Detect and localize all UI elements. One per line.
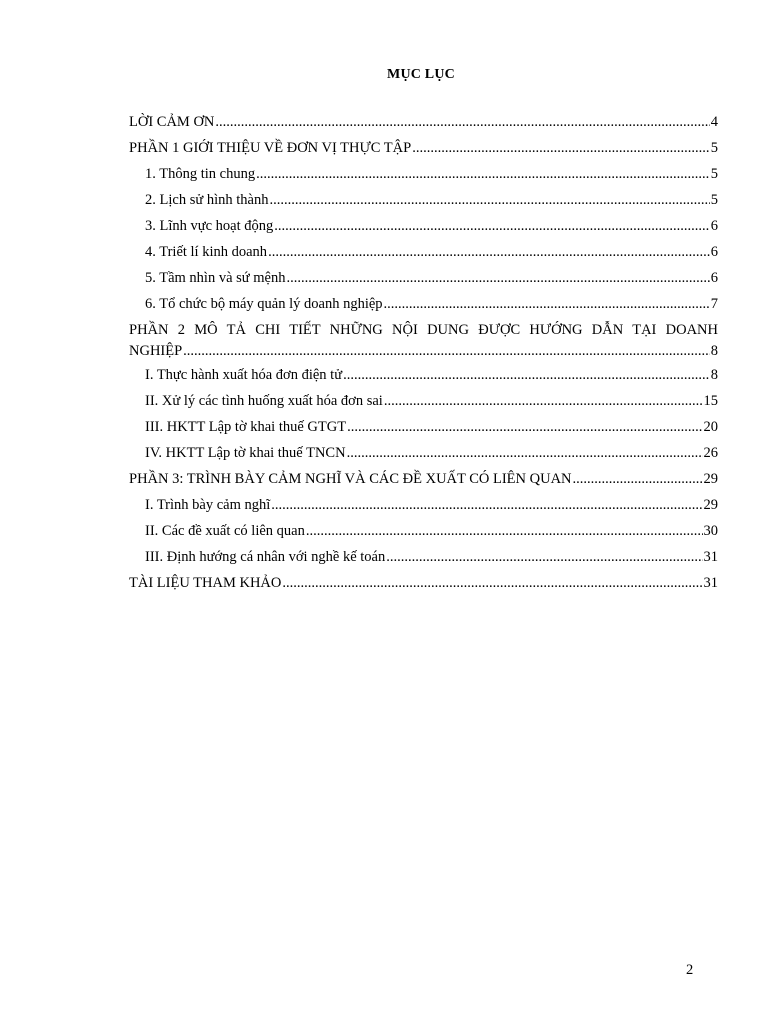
toc-leader-dots <box>384 391 703 411</box>
toc-entry-page: 5 <box>710 140 718 156</box>
toc-entry-page: 7 <box>710 296 718 312</box>
toc-entry-thong-tin-chung[interactable] <box>129 164 718 190</box>
toc-leader-dots <box>412 138 710 158</box>
toc-entry-to-chuc-bo-may[interactable] <box>129 294 718 320</box>
toc-entry-label: LỜI CẢM ƠN <box>129 114 215 130</box>
toc-entry-page: 6 <box>710 244 718 260</box>
toc-entry-lich-su-hinh-thanh[interactable] <box>129 190 718 216</box>
toc-leader-dots <box>183 341 710 362</box>
toc-entry-label: I. Thực hành xuất hóa đơn điện tử <box>145 367 343 383</box>
toc-entry-label: III. HKTT Lập tờ khai thuế GTGT <box>145 419 347 435</box>
toc-entry-label: III. Định hướng cá nhân với nghề kế toán <box>145 549 386 565</box>
toc-entry-dinh-huong[interactable] <box>129 547 718 573</box>
toc-leader-dots <box>215 112 709 132</box>
toc-entry-phan-1[interactable] <box>129 138 718 164</box>
toc-entry-phan-2[interactable] <box>129 320 718 362</box>
toc-entry-label: PHẦN 3: TRÌNH BÀY CẢM NGHĨ VÀ CÁC ĐỀ XUẤT CÓ LIÊN QUAN <box>129 471 572 487</box>
toc-entry-label: IV. HKTT Lập tờ khai thuế TNCN <box>145 445 346 461</box>
toc-entry-label-line2: NGHIỆP <box>129 343 183 359</box>
toc-leader-dots <box>268 242 710 262</box>
page-number: 2 <box>686 962 694 978</box>
toc-entry-page: 20 <box>703 419 718 435</box>
toc-entry-page: 6 <box>710 270 718 286</box>
toc-leader-dots <box>287 268 710 288</box>
toc-entry-thuc-hanh-hoa-don[interactable] <box>129 365 718 391</box>
toc-entry-label-line1: PHẦN 2 MÔ TẢ CHI TIẾT NHỮNG NỘI DUNG ĐƯỢC HƯỚNG DẪN TẠI DOANH <box>129 322 718 338</box>
toc-entry-triet-li-kinh-doanh[interactable] <box>129 242 718 268</box>
toc-entry-label: 5. Tầm nhìn và sứ mệnh <box>145 270 286 286</box>
toc-leader-dots <box>306 521 703 541</box>
toc-entry-label: 2. Lịch sử hình thành <box>145 192 269 208</box>
toc-entry-page: 29 <box>703 497 718 513</box>
toc-entry-cam-nghi[interactable] <box>129 495 718 521</box>
toc-entry-linh-vuc-hoat-dong[interactable] <box>129 216 718 242</box>
toc-entry-tai-lieu-tham-khao[interactable] <box>129 573 718 599</box>
toc-leader-dots <box>347 417 702 437</box>
toc-leader-dots <box>271 495 702 515</box>
table-of-contents <box>129 112 718 599</box>
toc-leader-dots <box>573 469 703 489</box>
toc-entry-de-xuat[interactable] <box>129 521 718 547</box>
toc-entry-label: II. Xử lý các tình huống xuất hóa đơn sai <box>145 393 383 409</box>
toc-entry-to-khai-gtgt[interactable] <box>129 417 718 443</box>
toc-entry-phan-3[interactable] <box>129 469 718 495</box>
toc-entry-page: 29 <box>703 471 718 487</box>
toc-entry-line2 <box>129 341 718 362</box>
toc-entry-label: 6. Tổ chức bộ máy quản lý doanh nghiệp <box>145 296 383 312</box>
toc-leader-dots <box>282 573 702 593</box>
toc-entry-label: TÀI LIỆU THAM KHẢO <box>129 575 282 591</box>
toc-entry-page: 5 <box>710 166 718 182</box>
toc-entry-page: 8 <box>710 343 718 359</box>
toc-entry-xu-ly-hoa-don-sai[interactable] <box>129 391 718 417</box>
toc-leader-dots <box>384 294 710 314</box>
toc-entry-page: 8 <box>710 367 718 383</box>
toc-leader-dots <box>269 190 709 210</box>
toc-entry-to-khai-tncn[interactable] <box>129 443 718 469</box>
toc-entry-label: I. Trình bày cảm nghĩ <box>145 497 271 513</box>
toc-entry-page: 26 <box>703 445 718 461</box>
toc-entry-page: 6 <box>710 218 718 234</box>
toc-leader-dots <box>343 365 710 385</box>
toc-leader-dots <box>256 164 710 184</box>
toc-entry-page: 31 <box>703 575 718 591</box>
toc-entry-tam-nhin-su-menh[interactable] <box>129 268 718 294</box>
toc-leader-dots <box>386 547 702 567</box>
toc-entry-page: 31 <box>703 549 718 565</box>
toc-entry-label: II. Các đề xuất có liên quan <box>145 523 305 539</box>
toc-title: MỤC LỤC <box>387 67 455 82</box>
toc-entry-page: 5 <box>710 192 718 208</box>
toc-leader-dots <box>347 443 703 463</box>
toc-entry-page: 30 <box>703 523 718 539</box>
toc-entry-loi-cam-on[interactable] <box>129 112 718 138</box>
toc-entry-label: 1. Thông tin chung <box>145 166 256 182</box>
toc-entry-label: 4. Triết lí kinh doanh <box>145 244 268 260</box>
toc-entry-label: PHẦN 1 GIỚI THIỆU VỀ ĐƠN VỊ THỰC TẬP <box>129 140 412 156</box>
toc-leader-dots <box>274 216 709 236</box>
toc-entry-label: 3. Lĩnh vực hoạt động <box>145 218 274 234</box>
toc-entry-page: 15 <box>703 393 718 409</box>
toc-entry-page: 4 <box>710 114 718 130</box>
